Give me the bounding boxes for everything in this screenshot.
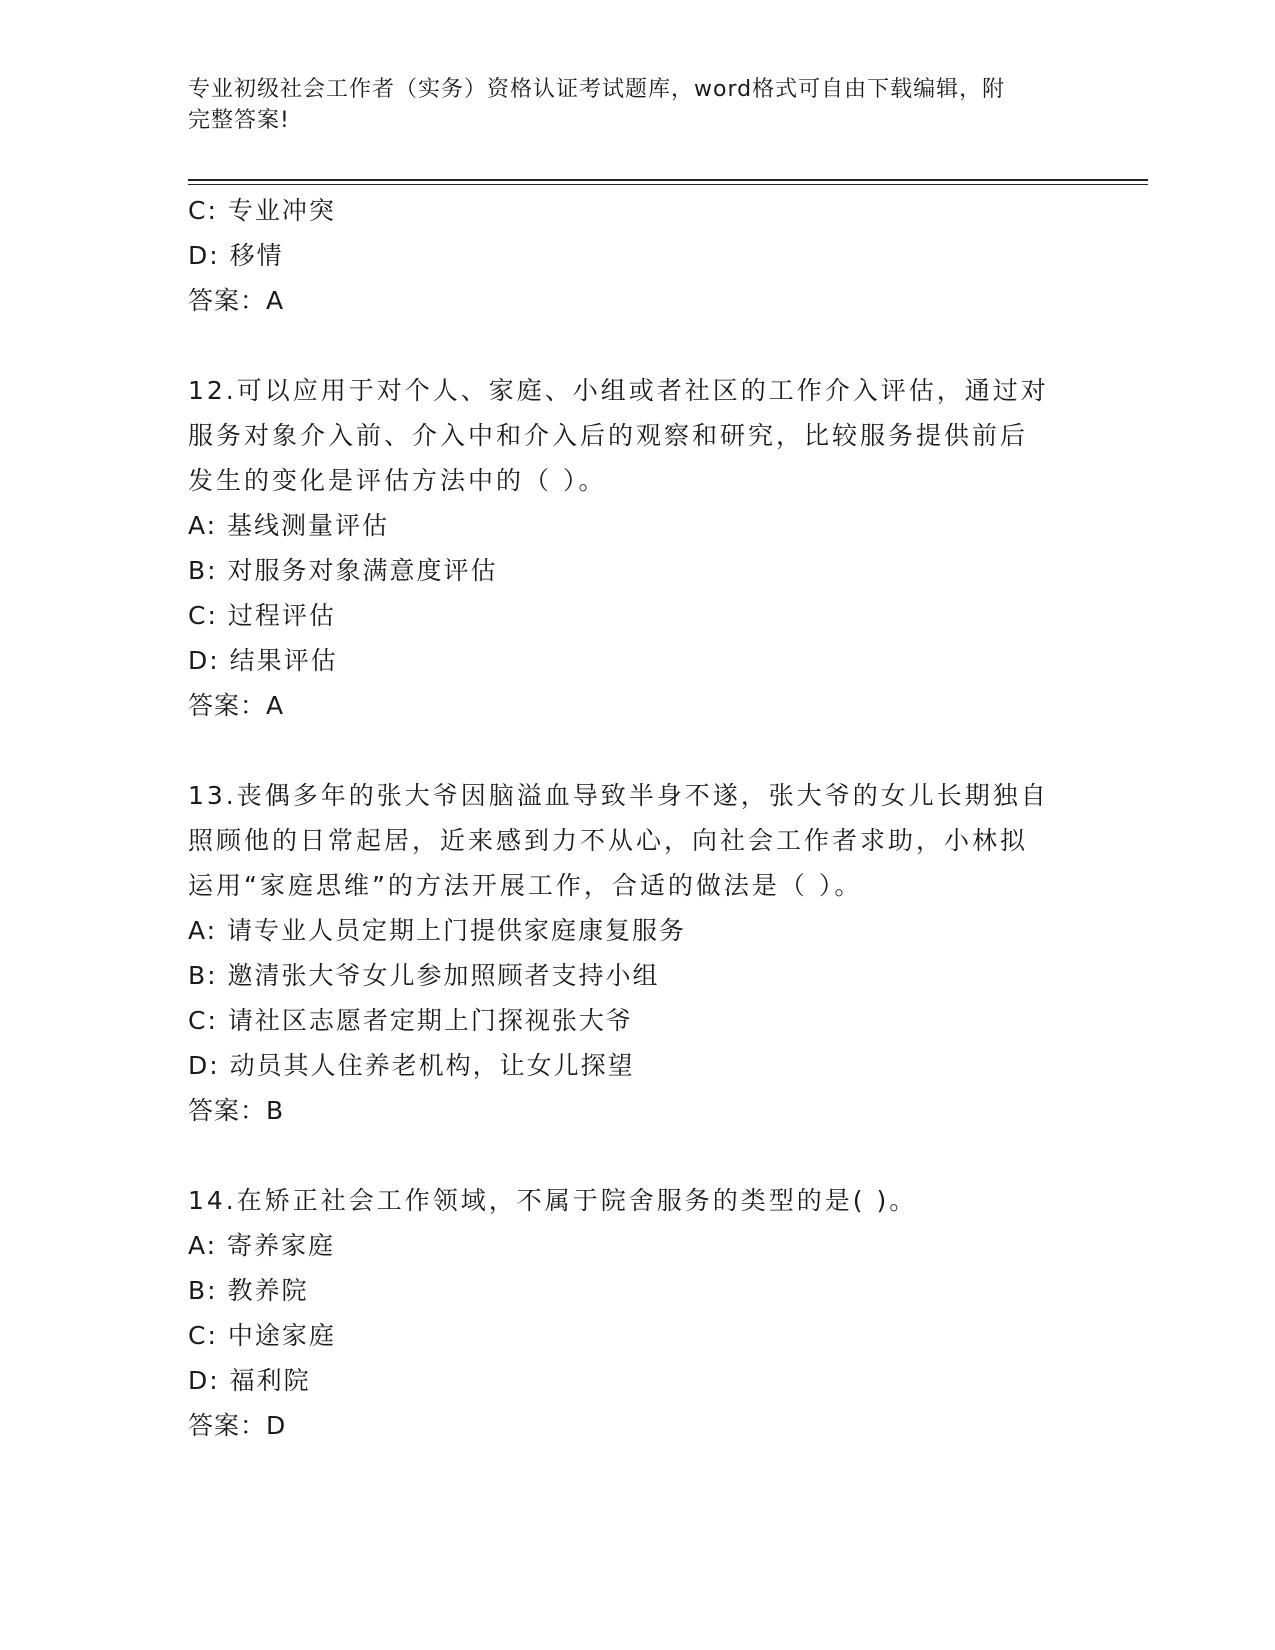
stem-line: 13.丧偶多年的张大爷因脑溢血导致半身不遂，张大爷的女儿长期独自: [188, 781, 1049, 810]
stem-line: 照顾他的日常起居，近来感到力不从心，向社会工作者求助，小林拟: [188, 826, 1029, 855]
answer-line: 答案：A: [188, 691, 285, 720]
stem-line: 运用“家庭思维”的方法开展工作，合适的做法是（ ）。: [188, 871, 863, 900]
stem-line: 发生的变化是评估方法中的（ ）。: [188, 466, 607, 495]
question-stem: [188, 1178, 1088, 1223]
header-divider-thick: [188, 179, 1148, 181]
stem-line: 12.可以应用于对个人、家庭、小组或者社区的工作介入评估，通过对: [188, 376, 1049, 405]
answer-line: 答案：A: [188, 286, 285, 315]
option-b: B: 对服务对象满意度评估: [188, 556, 498, 585]
header-line-2: 完整答案!: [188, 108, 290, 133]
option-b: B: 教养院: [188, 1276, 309, 1305]
option-a: A: 寄养家庭: [188, 1231, 336, 1260]
document-header: [188, 74, 1088, 136]
option-c: C: 过程评估: [188, 601, 336, 630]
option-d: D: 结果评估: [188, 646, 338, 675]
question-12: [188, 368, 1088, 728]
option-a: A: 请专业人员定期上门提供家庭康复服务: [188, 916, 687, 945]
header-divider-thin: [188, 184, 1148, 185]
option-c: C: 中途家庭: [188, 1321, 336, 1350]
answer-line: 答案：B: [188, 1096, 285, 1125]
answer-line: 答案：D: [188, 1411, 287, 1440]
option-d: D: 福利院: [188, 1366, 311, 1395]
stem-line: 14.在矫正社会工作领域，不属于院舍服务的类型的是( )。: [188, 1186, 918, 1215]
header-line-1: 专业初级社会工作者（实务）资格认证考试题库，word格式可自由下载编辑，附: [188, 77, 1006, 102]
option-a: A: 基线测量评估: [188, 511, 390, 540]
option-c: C: 专业冲突: [188, 196, 336, 225]
question-14: [188, 1178, 1088, 1448]
option-c: C: 请社区志愿者定期上门探视张大爷: [188, 1006, 633, 1035]
question-content: [188, 188, 1088, 1448]
option-d: D: 动员其人住养老机构，让女儿探望: [188, 1051, 635, 1080]
stem-line: 服务对象介入前、介入中和介入后的观察和研究，比较服务提供前后: [188, 421, 1029, 450]
question-stem: [188, 368, 1088, 503]
question-13: [188, 773, 1088, 1133]
option-b: B: 邀清张大爷女儿参加照顾者支持小组: [188, 961, 660, 990]
carryover-question: [188, 188, 1088, 323]
question-stem: [188, 773, 1088, 908]
option-d: D: 移情: [188, 241, 284, 270]
